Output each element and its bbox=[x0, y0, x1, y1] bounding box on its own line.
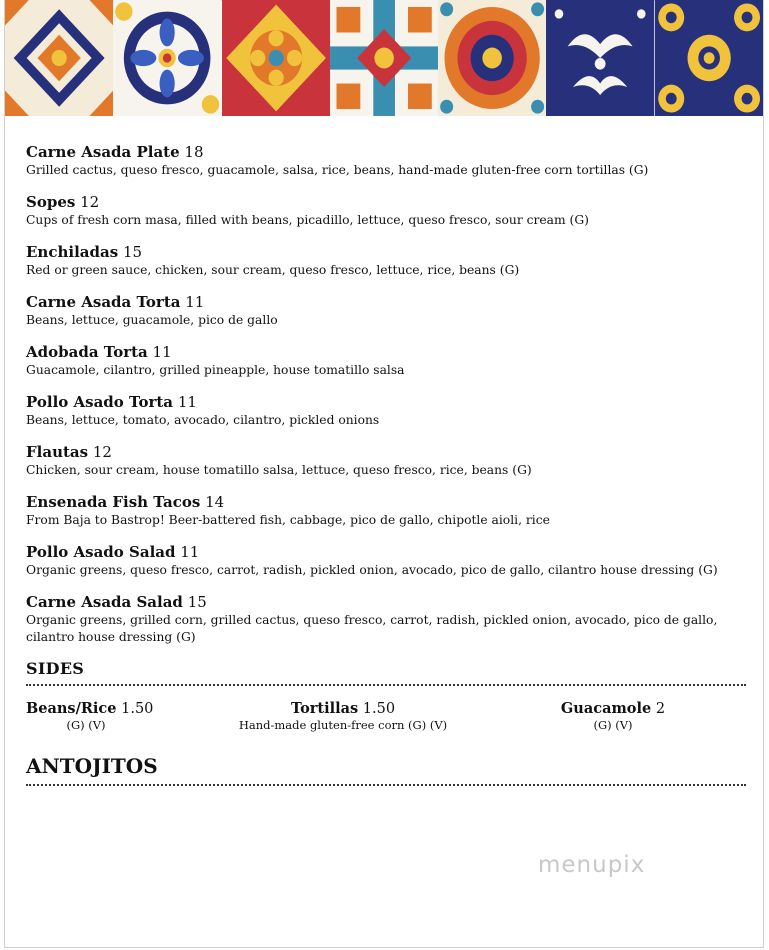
side-name: Beans/Rice bbox=[26, 700, 117, 717]
side-price: 2 bbox=[655, 701, 666, 717]
item-description: Organic greens, queso fresco, carrot, radish, pickled onion, avocado, pico de gallo, cilantro house dressing (G) bbox=[26, 563, 718, 577]
side-item bbox=[26, 700, 154, 732]
item-description: Chicken, sour cream, house tomatillo salsa, lettuce, queso fresco, rice, beans (G) bbox=[26, 463, 532, 477]
tile-2-image bbox=[113, 0, 221, 116]
item-name: Enchiladas bbox=[26, 243, 119, 261]
item-description-line-2: cilantro house dressing (G) bbox=[26, 630, 196, 644]
item-name: Adobada Torta bbox=[26, 343, 148, 361]
item-price: 15 bbox=[122, 243, 143, 261]
side-item bbox=[230, 700, 456, 732]
sides-row bbox=[26, 700, 746, 746]
side-note: (G) (V) bbox=[66, 718, 106, 732]
item-description: Guacamole, cilantro, grilled pineapple, house tomatillo salsa bbox=[26, 363, 405, 377]
sides-divider bbox=[26, 684, 746, 686]
menu-item bbox=[26, 142, 746, 179]
item-description: From Baja to Bastrop! Beer-battered fish, cabbage, pico de gallo, chipotle aioli, rice bbox=[26, 513, 550, 527]
side-name: Guacamole bbox=[560, 700, 652, 717]
item-price: 15 bbox=[187, 593, 207, 611]
side-note: Hand-made gluten-free corn (G) (V) bbox=[238, 718, 448, 732]
item-price: 14 bbox=[205, 493, 225, 511]
menu-item bbox=[26, 492, 746, 529]
side-price: 1.50 bbox=[362, 701, 396, 717]
side-item bbox=[554, 700, 672, 732]
menu-item bbox=[26, 342, 746, 379]
item-description: Cups of fresh corn masa, filled with beans, picadillo, lettuce, queso fresco, sour cream (G) bbox=[26, 213, 589, 227]
menu-item bbox=[26, 542, 746, 579]
item-name: Carne Asada Salad bbox=[26, 593, 183, 611]
item-price: 12 bbox=[80, 193, 100, 211]
talavera-tile-banner bbox=[5, 0, 763, 116]
menu-item bbox=[26, 192, 746, 229]
antojitos-heading: ANTOJITOS bbox=[26, 754, 158, 778]
item-price: 12 bbox=[92, 443, 112, 461]
item-price: 11 bbox=[152, 343, 172, 361]
item-name: Ensenada Fish Tacos bbox=[26, 493, 201, 511]
item-description: Grilled cactus, queso fresco, guacamole, salsa, rice, beans, hand-made gluten-free corn tortillas (G) bbox=[26, 163, 649, 177]
menu-item bbox=[26, 392, 746, 429]
item-price: 18 bbox=[184, 143, 204, 161]
item-description: Organic greens, grilled corn, grilled cactus, queso fresco, carrot, radish, pickled onion, avocado, pico de gallo, bbox=[26, 613, 718, 627]
item-name: Carne Asada Plate bbox=[26, 143, 180, 161]
tile-5-image bbox=[438, 0, 546, 116]
menu-item bbox=[26, 442, 746, 479]
tile-6-image bbox=[546, 0, 654, 116]
tile-4-image bbox=[330, 0, 438, 116]
item-description: Beans, lettuce, guacamole, pico de gallo bbox=[26, 313, 278, 327]
item-price: 11 bbox=[177, 393, 197, 411]
tile-3-image bbox=[222, 0, 330, 116]
item-description: Red or green sauce, chicken, sour cream, queso fresco, lettuce, rice, beans (G) bbox=[26, 263, 520, 277]
side-name: Tortillas bbox=[290, 700, 359, 717]
menu-item bbox=[26, 592, 746, 646]
tile-1-image bbox=[5, 0, 113, 116]
item-name: Pollo Asado Torta bbox=[26, 393, 174, 411]
item-name: Carne Asada Torta bbox=[26, 293, 181, 311]
item-price: 11 bbox=[185, 293, 205, 311]
menu-item bbox=[26, 242, 746, 279]
menu-list bbox=[26, 142, 746, 786]
side-note: (G) (V) bbox=[593, 718, 633, 732]
item-name: Pollo Asado Salad bbox=[26, 543, 176, 561]
item-description: Beans, lettuce, tomato, avocado, cilantro, pickled onions bbox=[26, 413, 380, 427]
item-name: Sopes bbox=[26, 193, 76, 211]
side-price: 1.50 bbox=[121, 701, 154, 717]
tile-7-image bbox=[655, 0, 763, 116]
menu-item bbox=[26, 292, 746, 329]
item-name: Flautas bbox=[26, 443, 89, 461]
antojitos-divider bbox=[26, 784, 746, 786]
item-price: 11 bbox=[180, 543, 200, 561]
sides-heading: SIDES bbox=[26, 659, 85, 678]
menupix-watermark: menupix bbox=[538, 852, 646, 878]
